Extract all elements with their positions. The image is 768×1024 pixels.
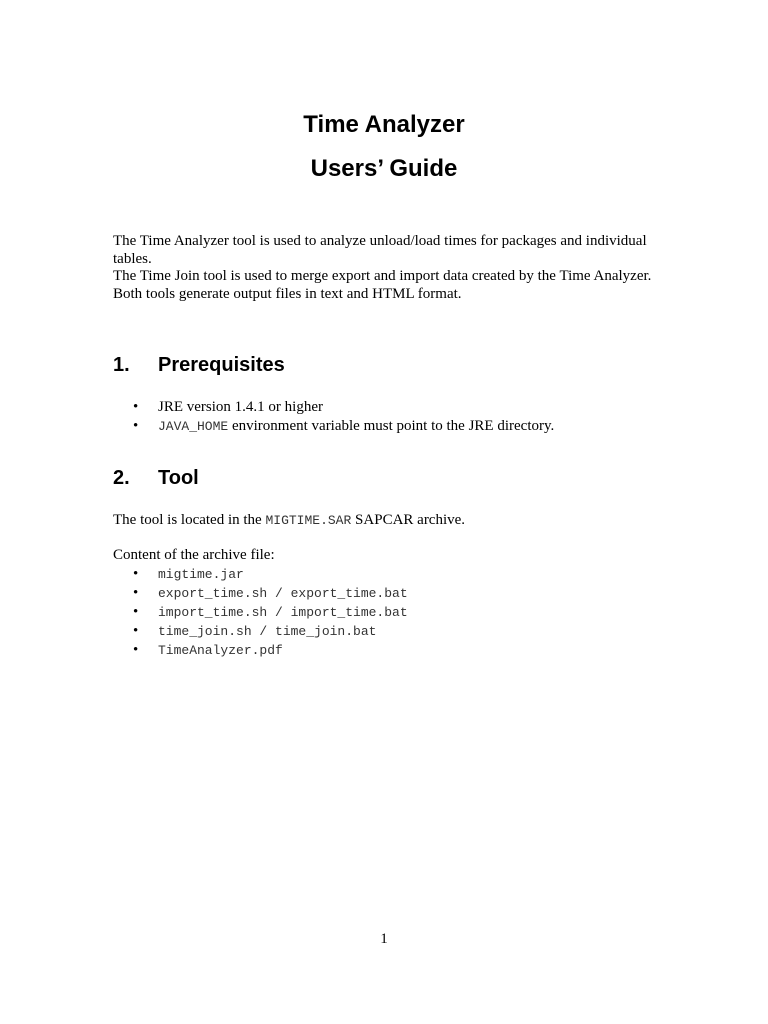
location-suffix: SAPCAR archive. [351, 512, 466, 528]
section-number: 2. [113, 467, 130, 489]
file-name: import_time.sh / import_time.bat [158, 605, 408, 620]
section-title: Prerequisites [158, 354, 285, 376]
list-item [133, 622, 408, 641]
list-item-text: JRE version 1.4.1 or higher [158, 399, 323, 415]
intro-line-3: Both tools generate output files in text and HTML format. [113, 285, 462, 302]
prerequisites-list [133, 398, 554, 436]
archive-content-label: Content of the archive file: [113, 547, 275, 563]
list-item [133, 398, 554, 417]
list-item [133, 565, 408, 584]
archive-name-code: MIGTIME.SAR [265, 513, 352, 528]
list-item [133, 603, 408, 622]
file-name: migtime.jar [158, 567, 244, 582]
list-item [133, 641, 408, 660]
title-line-2: Users’ Guide [310, 155, 458, 182]
intro-line-1: The Time Analyzer tool is used to analyze unload/load times for packages and individual tables. [113, 233, 647, 267]
list-item-text: environment variable must point to the JRE directory. [228, 418, 555, 434]
env-var-code: JAVA_HOME [158, 419, 229, 434]
tool-location-paragraph [113, 511, 465, 530]
list-item [133, 417, 554, 436]
document-title [0, 103, 768, 191]
section-title: Tool [158, 467, 199, 489]
file-name: export_time.sh / export_time.bat [158, 586, 408, 601]
page-number: 1 [380, 931, 388, 947]
intro-line-2: The Time Join tool is used to merge export and import data created by the Time Analyzer. [113, 268, 652, 284]
bullet-icon: • [133, 642, 139, 658]
section-number: 1. [113, 354, 130, 376]
section-heading-tool [113, 466, 199, 490]
bullet-icon: • [133, 418, 139, 434]
title-line-1: Time Analyzer [303, 111, 465, 138]
bullet-icon: • [133, 585, 139, 601]
list-item [133, 584, 408, 603]
bullet-icon: • [133, 623, 139, 639]
file-name: TimeAnalyzer.pdf [158, 643, 283, 658]
bullet-icon: • [133, 399, 139, 415]
bullet-icon: • [133, 604, 139, 620]
archive-file-list [133, 565, 408, 660]
section-heading-prerequisites [113, 353, 285, 377]
location-prefix: The tool is located in the [113, 512, 266, 528]
file-name: time_join.sh / time_join.bat [158, 624, 377, 639]
bullet-icon: • [133, 566, 139, 582]
intro-paragraphs [113, 233, 673, 303]
